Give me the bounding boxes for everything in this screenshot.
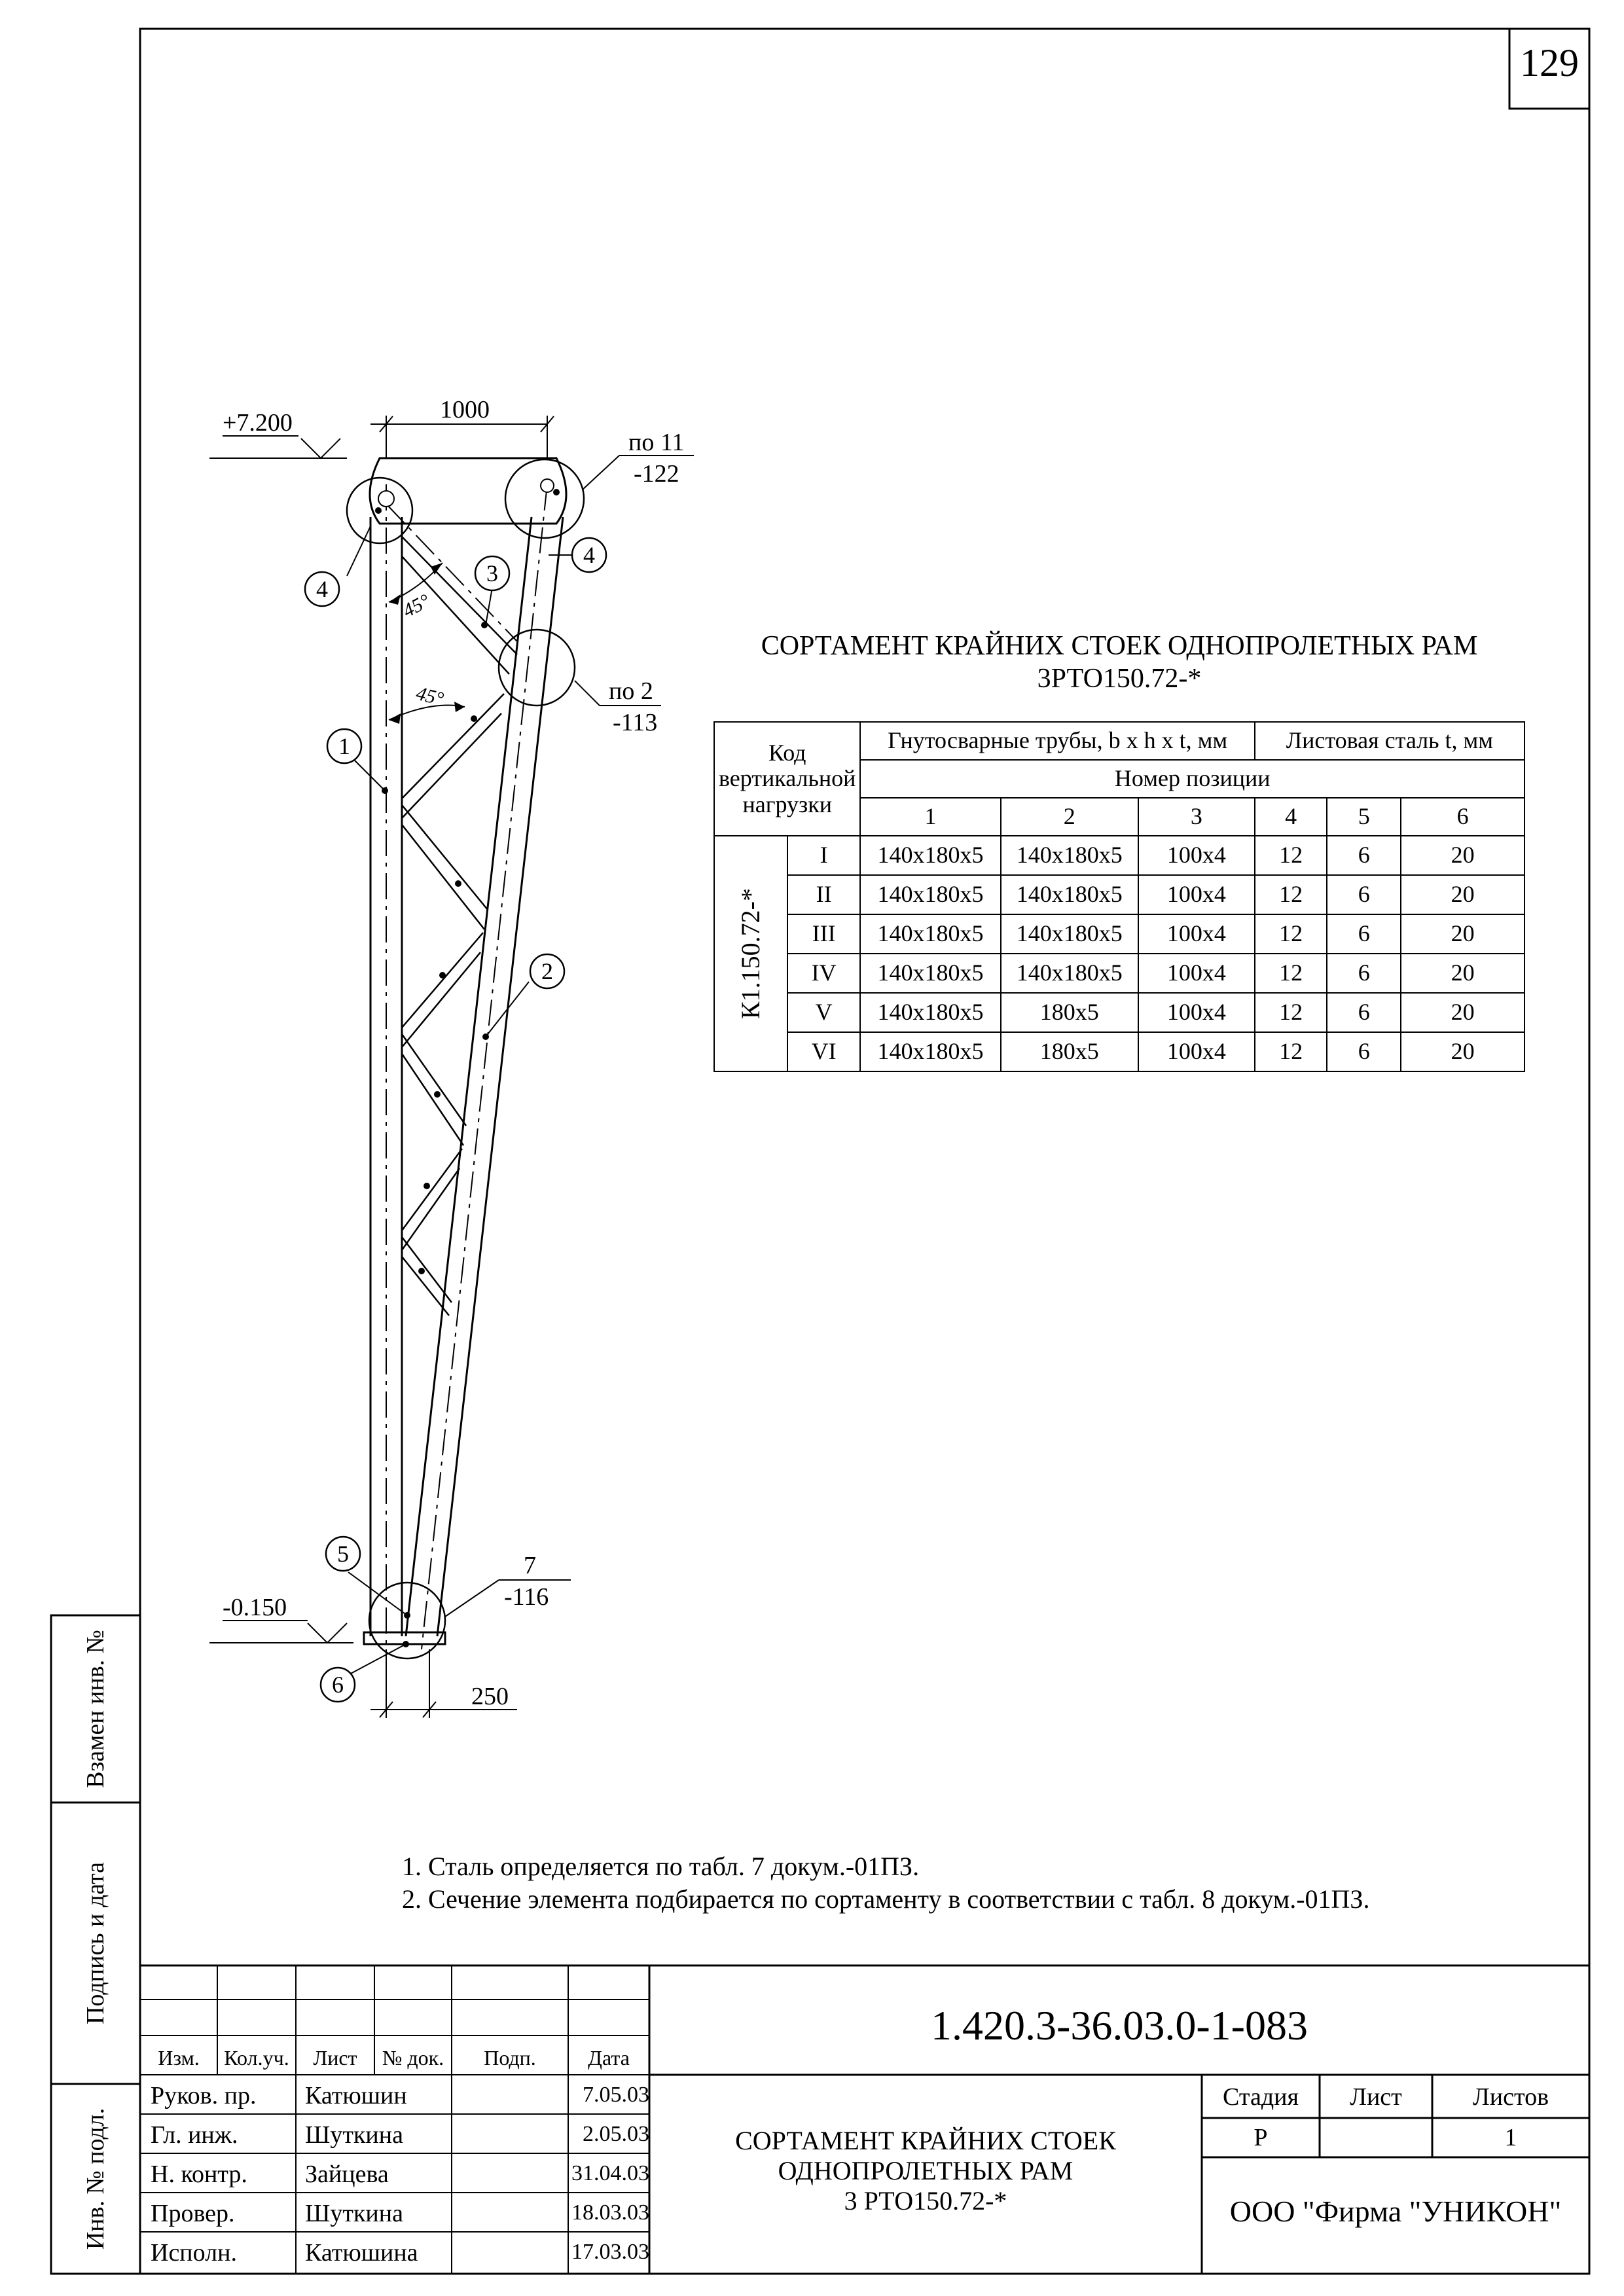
date-5: 17.03.03 [571,2240,649,2264]
dim-top: 1000 [440,396,490,423]
head-code: Код вертикальной нагрузки [714,722,860,836]
stage-label: Стадия [1223,2083,1299,2111]
name-1: Катюшин [305,2082,407,2109]
assortment-table [713,721,1525,1072]
group-label: К1.150.72-* [735,888,765,1019]
marker-label-3: 3 [486,560,498,586]
head-pipes: Гнутосварные трубы, b x h x t, мм [860,722,1254,760]
sheet-label: Лист [1350,2083,1402,2111]
table-row: К1.150.72-* I 140х180х5 140х180х5 100х4 12 6 20 [714,836,1525,875]
date-2: 2.05.03 [583,2122,649,2146]
marker-label-2: 2 [541,958,553,984]
node-mid-sub: -113 [613,709,658,736]
node-bottom-sub: -116 [504,1583,549,1611]
node-mid-ref: по 2 [609,677,653,705]
marker-label-4a: 4 [316,576,328,602]
sheets-value: 1 [1504,2124,1517,2151]
document-code: 1.420.3-36.03.0-1-083 [931,2002,1308,2049]
elev-top: +7.200 [223,409,293,437]
page-number: 129 [1520,41,1579,84]
elev-bottom: -0.150 [223,1594,287,1621]
pos-2: 2 [1001,798,1138,836]
head-positions: Номер позиции [860,760,1525,798]
name-2: Шуткина [305,2121,403,2149]
name-5: Катюшина [305,2239,418,2267]
node-top-ref: по 11 [628,429,685,456]
table-title: СОРТАМЕНТ КРАЙНИХ СТОЕК ОДНОПРОЛЕТНЫХ РАМ 3РТО150.72-* [761,631,1478,694]
dim-bottom: 250 [471,1683,509,1710]
marker-label-1: 1 [338,733,350,759]
table-row: V 140х180х5 180х5 100х4 12 6 20 [714,993,1525,1032]
pos-5: 5 [1327,798,1401,836]
table-row: IV 140х180х5 140х180х5 100х4 12 6 20 [714,954,1525,993]
role-2: Гл. инж. [151,2121,238,2149]
date-3: 31.04.03 [571,2161,649,2185]
role-4: Провер. [151,2200,235,2227]
doc-title: СОРТАМЕНТ КРАЙНИХ СТОЕК ОДНОПРОЛЕТНЫХ РАМ 3 РТО150.72-* [735,2126,1116,2215]
note-1: 1. Сталь определяется по табл. 7 докум.-01ПЗ. [402,1852,920,1881]
sheets-label: Листов [1472,2083,1549,2111]
name-3: Зайцева [305,2161,389,2188]
stamp-inv-orig: Инв. № подл. [82,2108,109,2250]
group-label-cell [714,836,787,1071]
company-name: ООО "Фирма "УНИКОН" [1229,2195,1562,2228]
name-4: Шуткина [305,2200,403,2227]
date-1: 7.05.03 [583,2083,649,2107]
marker-label-6: 6 [332,1672,344,1698]
marker-label-5: 5 [337,1541,349,1567]
pos-3: 3 [1138,798,1255,836]
pos-6: 6 [1401,798,1525,836]
marker-label-4b: 4 [583,542,595,568]
pos-1: 1 [860,798,1000,836]
pos-4: 4 [1255,798,1327,836]
stage-value: Р [1254,2124,1268,2151]
table-row: III 140х180х5 140х180х5 100х4 12 6 20 [714,914,1525,954]
node-bottom-ref: 7 [524,1552,536,1579]
node-top-sub: -122 [634,460,679,488]
head-sheet: Листовая сталь t, мм [1255,722,1525,760]
date-4: 18.03.03 [571,2200,649,2225]
role-3: Н. контр. [151,2161,247,2188]
stamp-sign-date: Подпись и дата [82,1861,109,2025]
note-2: 2. Сечение элемента подбирается по сортаменту в соответствии с табл. 8 докум.-01ПЗ. [402,1884,1370,1914]
angle-label-2: 45° [414,682,446,710]
table-row: VI 140х180х5 180х5 100х4 12 6 20 [714,1032,1525,1071]
stamp-replace-inv: Взамен инв. № [82,1630,109,1788]
role-5: Исполн. [151,2239,237,2267]
column-drawing [0,0,785,1767]
role-1: Руков. пр. [151,2082,257,2109]
angle-label-1: 45° [399,590,434,622]
table-row: II 140х180х5 140х180х5 100х4 12 6 20 [714,875,1525,914]
